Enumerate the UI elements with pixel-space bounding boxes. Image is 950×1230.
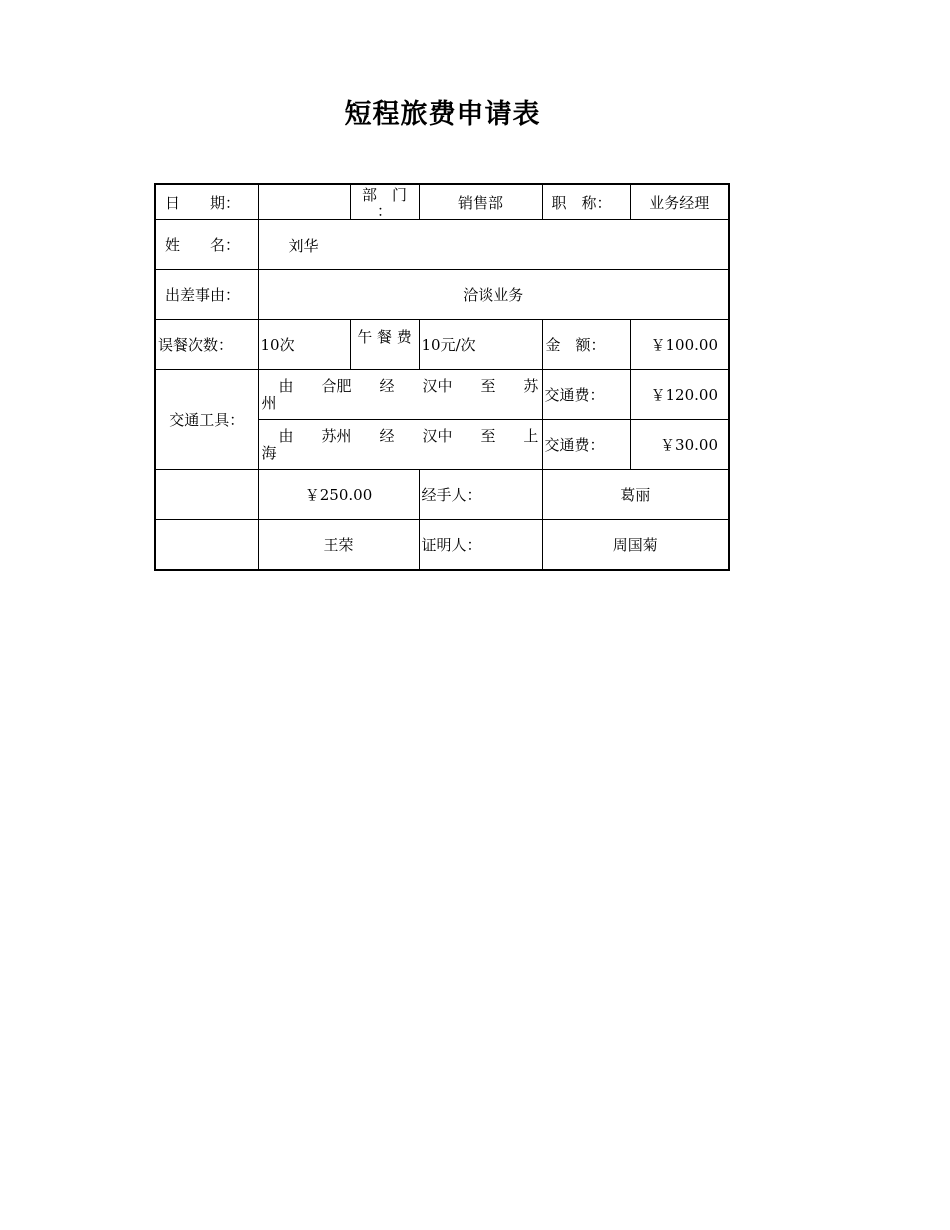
route-2-to-wrap: 海 <box>261 444 277 462</box>
route-1-fee-field[interactable]: ￥120.00 <box>630 370 729 420</box>
route-2-via: 汉中 <box>422 427 453 445</box>
row-date-dept <box>155 184 729 220</box>
lunch-fee-label: 午 餐 费 <box>350 320 419 370</box>
route-2-to-label: 至 <box>480 427 496 445</box>
date-field[interactable] <box>258 184 350 220</box>
reason-field[interactable]: 洽谈业务 <box>258 270 729 320</box>
form-title: 短程旅费申请表 <box>344 99 541 130</box>
dept-label-colon: ： <box>376 202 392 220</box>
route-1-to-wrap: 州 <box>261 394 277 412</box>
handler-label: 经手人： <box>419 470 542 520</box>
route-1-via-label: 经 <box>379 377 395 395</box>
route-1-from: 合肥 <box>321 377 352 395</box>
approver-label <box>155 520 258 570</box>
route-1-to: 苏 <box>523 377 539 395</box>
amount-label: 金 额： <box>542 320 630 370</box>
route-1-line <box>262 378 539 395</box>
job-title-label: 职 称： <box>542 184 630 220</box>
row-meals <box>155 320 729 370</box>
row-name <box>155 220 729 270</box>
row-reason <box>155 270 729 320</box>
dept-label <box>350 184 419 220</box>
route-1-fee-label: 交通费： <box>542 370 630 420</box>
witness-label: 证明人： <box>419 520 542 570</box>
reason-label: 出差事由： <box>155 270 258 320</box>
name-label: 姓 名： <box>155 220 258 270</box>
total-field[interactable]: ￥250.00 <box>258 470 419 520</box>
row-route-1 <box>155 370 729 420</box>
route-2-via-label: 经 <box>379 427 395 445</box>
route-2-to: 上 <box>523 427 539 445</box>
route-1-field[interactable] <box>258 370 542 420</box>
route-2-fee-field[interactable]: ￥30.00 <box>630 420 729 470</box>
route-2-from: 苏州 <box>321 427 352 445</box>
travel-expense-form <box>154 183 730 571</box>
name-field[interactable]: 刘华 <box>258 220 729 270</box>
meal-count-label: 误餐次数： <box>155 320 258 370</box>
dept-field[interactable]: 销售部 <box>419 184 542 220</box>
route-2-fee-label: 交通费： <box>542 420 630 470</box>
route-2-line <box>262 428 539 445</box>
route-1-via: 汉中 <box>422 377 453 395</box>
approver-field[interactable]: 王荣 <box>258 520 419 570</box>
route-2-field[interactable] <box>258 420 542 470</box>
meal-count-field[interactable]: 10次 <box>258 320 350 370</box>
route-2-from-label: 由 <box>278 427 294 445</box>
handler-field[interactable]: 葛丽 <box>542 470 729 520</box>
route-1-from-label: 由 <box>278 377 294 395</box>
transport-label: 交通工具： <box>155 370 258 470</box>
total-label <box>155 470 258 520</box>
row-approval <box>155 520 729 570</box>
dept-label-top: 部 门 <box>361 186 407 204</box>
witness-field[interactable]: 周国菊 <box>542 520 729 570</box>
job-title-field[interactable]: 业务经理 <box>630 184 729 220</box>
route-1-to-label: 至 <box>480 377 496 395</box>
date-label: 日 期： <box>155 184 258 220</box>
amount-field[interactable]: ￥100.00 <box>630 320 729 370</box>
row-total <box>155 470 729 520</box>
lunch-fee-field[interactable]: 10元/次 <box>419 320 542 370</box>
